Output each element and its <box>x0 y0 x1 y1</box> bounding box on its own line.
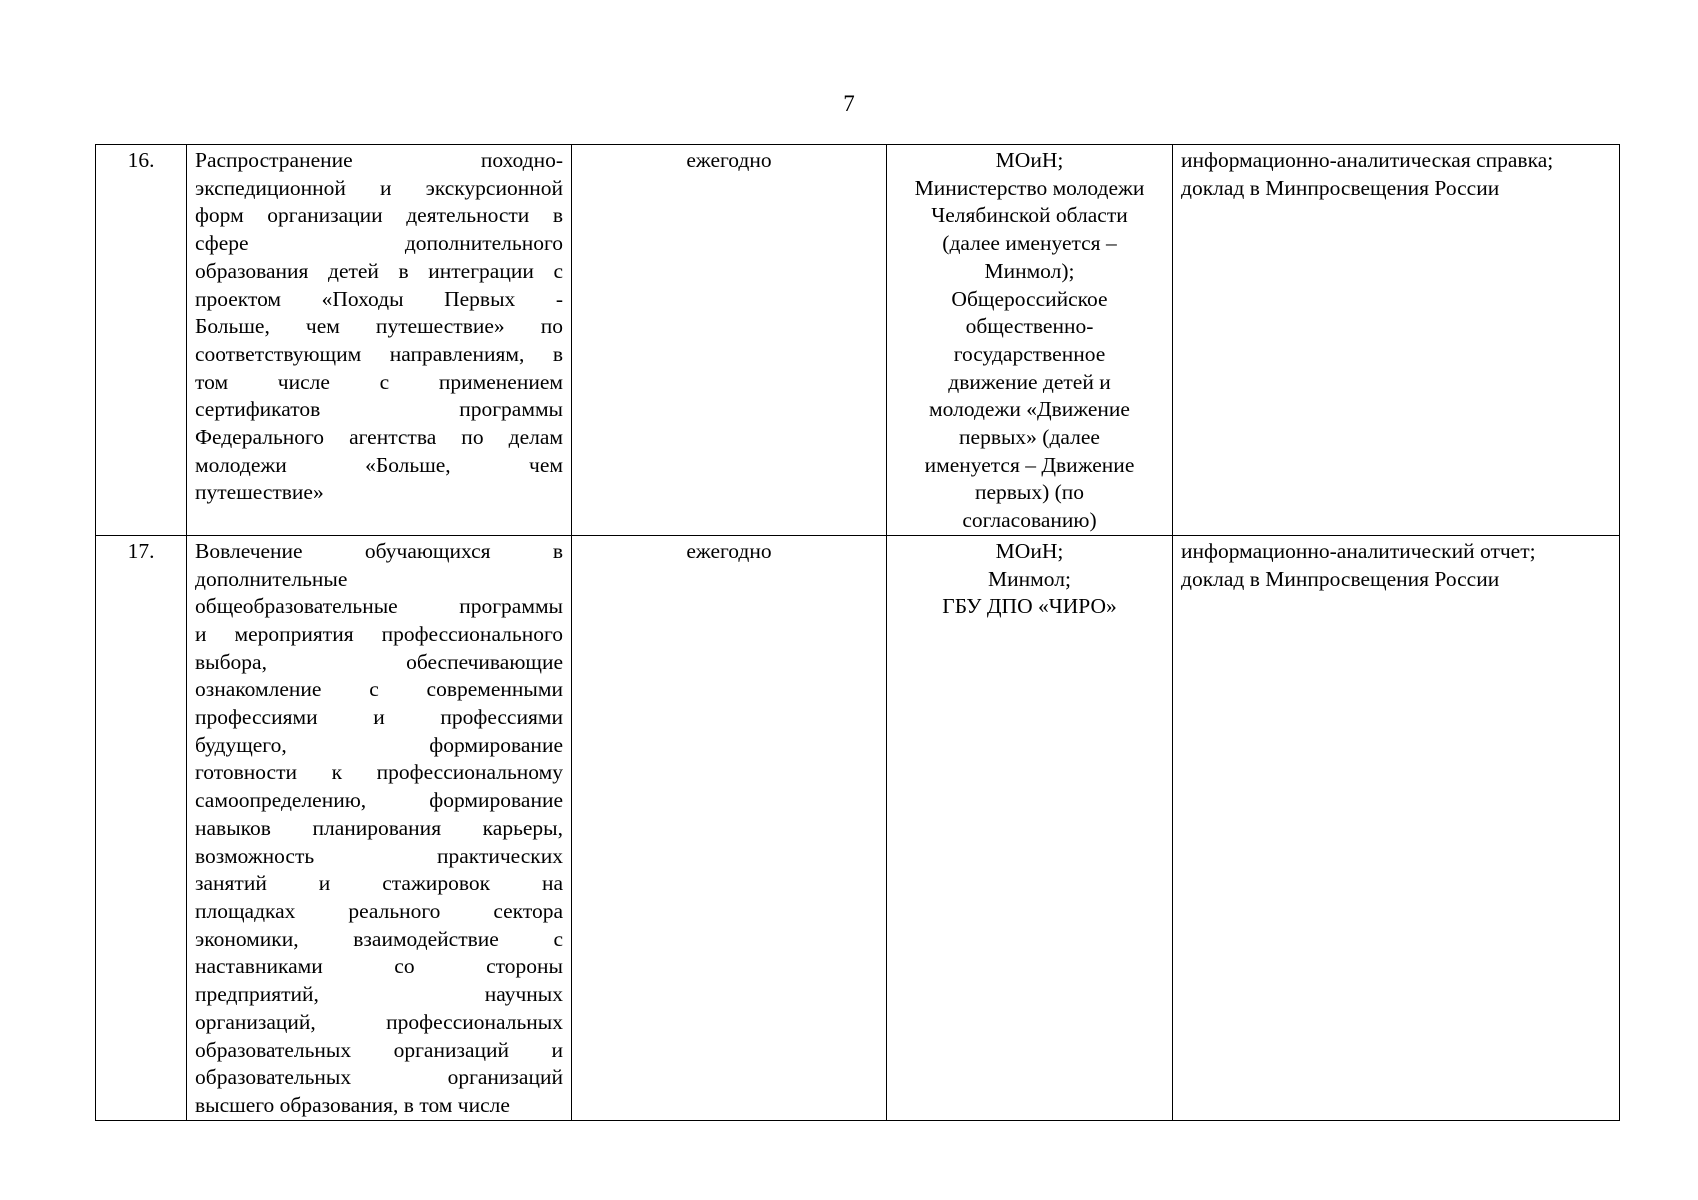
text-line: навыков планирования карьеры, <box>195 815 563 840</box>
text-line: Минмол; <box>988 566 1071 591</box>
text-line: организаций, профессиональных <box>195 1009 563 1034</box>
text-line: государственное <box>953 341 1106 366</box>
text-line: Распространение походно- <box>195 148 563 172</box>
executors <box>887 145 1173 536</box>
text-line: именуется – Движение <box>924 452 1135 477</box>
text-line: информационно-аналитический отчет; <box>1181 538 1536 563</box>
text-line: молодежи «Движение <box>929 397 1130 422</box>
text-line: ознакомление с современными <box>195 677 563 702</box>
text-line: и мероприятия профессионального <box>195 621 563 646</box>
text-line: МОиН; <box>995 148 1064 172</box>
text-line: выбора, обеспечивающие <box>195 649 563 674</box>
text-line: (далее именуется – <box>942 231 1117 256</box>
executors <box>887 535 1173 1120</box>
text-line: Вовлечение обучающихся в <box>195 538 563 563</box>
text-line: высшего образования, в том числе <box>195 1092 510 1117</box>
text-line: общеобразовательные программы <box>195 594 563 619</box>
text-line: будущего, формирование <box>195 732 563 757</box>
text-line: возможность практических <box>195 843 563 868</box>
page-number: 7 <box>843 91 855 116</box>
text-line: первых) (по <box>974 480 1085 505</box>
text-line: дополнительные <box>195 566 348 591</box>
text-line: образовательных организаций <box>195 1065 563 1090</box>
event-description <box>187 145 572 536</box>
text-line: экономики, взаимодействие с <box>195 926 563 951</box>
text-line: Федерального агентства по делам <box>195 425 563 450</box>
expected-result <box>1173 145 1620 536</box>
text-line: соответствующим направлениям, в <box>195 341 563 366</box>
row-number: 16. <box>96 145 187 536</box>
text-line: доклад в Минпросвещения России <box>1181 175 1500 200</box>
text-line: Челябинской области <box>931 203 1128 228</box>
text-line: Общероссийское <box>951 286 1108 311</box>
text-line: профессиями и профессиями <box>195 705 563 730</box>
table-row <box>96 145 1620 536</box>
table-row <box>96 535 1620 1120</box>
plan-table <box>95 144 1620 1121</box>
text-line: Больше, чем путешествие» по <box>195 314 563 339</box>
text-line: самоопределению, формирование <box>195 788 563 813</box>
text-line: том числе с применением <box>195 369 563 394</box>
text-line: наставниками со стороны <box>195 954 563 979</box>
text-line: согласованию) <box>962 508 1097 533</box>
text-line: Министерство молодежи <box>914 175 1145 200</box>
text-line: проектом «Походы Первых - <box>195 286 563 311</box>
text-line: общественно- <box>965 314 1094 339</box>
text-line: ГБУ ДПО «ЧИРО» <box>942 594 1117 619</box>
text-line: экспедиционной и экскурсионной <box>195 175 563 200</box>
deadline: ежегодно <box>572 535 887 1120</box>
text-line: образовательных организаций и <box>195 1037 563 1062</box>
text-line: движение детей и <box>948 369 1111 394</box>
deadline: ежегодно <box>572 145 887 536</box>
text-line: МОиН; <box>995 538 1064 563</box>
plan-table-body <box>96 145 1620 1121</box>
text-line: готовности к профессиональному <box>195 760 563 785</box>
text-line: форм организации деятельности в <box>195 203 563 228</box>
event-description <box>187 535 572 1120</box>
text-line: сфере дополнительного <box>195 231 563 256</box>
text-line: путешествие» <box>195 480 324 505</box>
text-line: Минмол); <box>984 258 1075 283</box>
text-line: первых» (далее <box>959 425 1100 450</box>
row-number: 17. <box>96 535 187 1120</box>
text-line: молодежи «Больше, чем <box>195 452 563 477</box>
text-line: предприятий, научных <box>195 982 563 1007</box>
text-line: образования детей в интеграции с <box>195 258 563 283</box>
text-line: доклад в Минпросвещения России <box>1181 566 1500 591</box>
text-line: площадках реального сектора <box>195 898 563 923</box>
expected-result <box>1173 535 1620 1120</box>
text-line: информационно-аналитическая справка; <box>1181 148 1554 172</box>
text-line: занятий и стажировок на <box>195 871 563 896</box>
text-line: сертификатов программы <box>195 397 563 422</box>
